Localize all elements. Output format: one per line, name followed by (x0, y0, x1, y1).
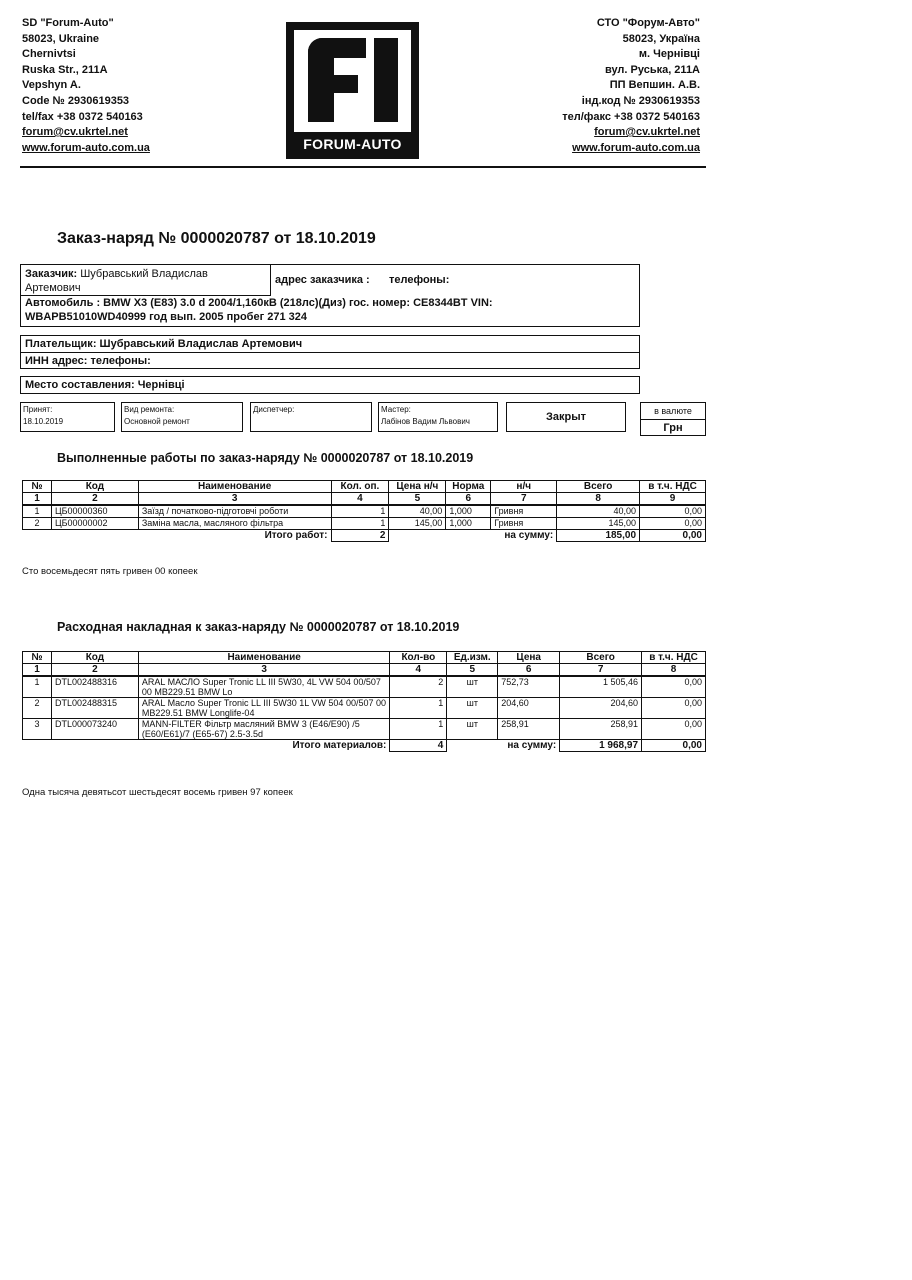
place-of-issue: Место составления: Чернівці (25, 379, 185, 391)
status-box (506, 402, 626, 432)
works-number-row: 1 2 3 4 5 6 7 8 9 (23, 493, 706, 506)
works-total-label: Итого работ: (264, 530, 328, 541)
phone-ua: тел/факс +38 0372 540163 (562, 110, 700, 123)
customer-name: Заказчик: Шубравський Владислав Артемович (25, 268, 208, 294)
website-link-en[interactable]: www.forum-auto.com.ua (22, 141, 150, 154)
table-row: 1 DTL002488316 ARAL МАСЛО Super Tronic LL III 5W30, 4L VW 504 00/507 00 MB229.51 BMW Lo 2 шт 752,73 1 505,46 0,00 (23, 676, 706, 698)
currency-value: Грн (663, 422, 683, 434)
website-link-ua[interactable]: www.forum-auto.com.ua (572, 141, 700, 154)
materials-table (22, 651, 706, 752)
header-divider (20, 166, 706, 168)
email-link-en[interactable]: forum@cv.ukrtel.net (22, 126, 128, 139)
car-vin: WBAPB51010WD40999 год вып. 2005 пробег 271 324 (25, 311, 307, 323)
payer-box (20, 335, 640, 369)
code-ua: інд.код № 2930619353 (581, 94, 700, 107)
master-box: Мастер: Лабінов Вадим Львович (378, 402, 498, 432)
accepted-box: Принят: 18.10.2019 (20, 402, 115, 432)
table-row: 1 ЦБ00000360 Заїзд / початково-підготовчі роботи 1 40,00 1,000 Гривня 40,00 0,00 (23, 505, 706, 518)
table-row: 2 ЦБ00000002 Заміна масла, масляного фільтра 1 145,00 1,000 Гривня 145,00 0,00 (23, 518, 706, 530)
currency-box: в валюте Грн (640, 402, 706, 436)
code-en: Code № 2930619353 (22, 94, 130, 107)
materials-total-label: Итого материалов: (292, 740, 387, 751)
materials-header-row: № Код Наименование Кол-во Ед.изм. Цена Всего в т.ч. НДС (23, 652, 706, 664)
payer-name: Плательщик: Шубравський Владислав Артемович (25, 338, 303, 350)
materials-title: Расходная накладная к заказ-наряду № 0000020787 от 18.10.2019 (57, 620, 460, 634)
materials-sum-in-words: Одна тысяча девятьсот шестьдесят восемь гривен 97 копеек (22, 787, 293, 798)
materials-number-row: 1 2 3 4 5 6 7 8 (23, 664, 706, 677)
owner-en: Vepshyn A. (22, 79, 81, 92)
company-logo (286, 22, 419, 159)
car-info: Автомобиль : BMW X3 (E83) 3.0 d 2004/1,160кВ (218лс)(Диз) гос. номер: CE8344BT VIN: (25, 297, 493, 309)
company-name-en: SD "Forum-Auto" (22, 17, 114, 29)
table-row: 2 DTL002488315 ARAL Масло Super Tronic LL III 5W30 1L VW 504 00/507 00 MB229.51 BMW Longlife-04 1 шт 204,60 204,60 0,00 (23, 698, 706, 719)
works-sum-in-words: Сто восемьдесят пять гривен 00 копеек (22, 566, 198, 577)
repair-type-box: Вид ремонта: Основной ремонт (121, 402, 243, 432)
master-name: Лабінов Вадим Львович (381, 417, 470, 426)
customer-phones-label: телефоны: (389, 274, 450, 286)
payer-details: ИНН адрес: телефоны: (25, 355, 151, 367)
materials-sum-label: на сумму: (498, 740, 560, 752)
materials-total-row (23, 740, 706, 752)
place-box (20, 376, 640, 394)
works-total-vat: 0,00 (640, 530, 706, 542)
street-en: Ruska Str., 211A (22, 63, 108, 76)
works-header-row: № Код Наименование Кол. оп. Цена н/ч Норма н/ч Всего в т.ч. НДС (23, 481, 706, 493)
status-badge: Закрыт (545, 411, 586, 423)
company-address-en (22, 16, 150, 156)
customer-box (20, 264, 640, 327)
works-total-qty: 2 (331, 530, 389, 542)
materials-total-qty: 4 (390, 740, 447, 752)
page-title: Заказ-наряд № 0000020787 от 18.10.2019 (57, 230, 376, 247)
owner-ua: ПП Вепшин. А.В. (609, 79, 700, 92)
phone-en: tel/fax +38 0372 540163 (22, 110, 143, 123)
materials-total-vat: 0,00 (642, 740, 706, 752)
city-ua: м. Чернівці (638, 48, 700, 61)
dispatcher-box: Диспетчер: (250, 402, 372, 432)
street-ua: вул. Руська, 211А (604, 63, 700, 76)
table-row: 3 DTL000073240 MANN-FILTER Фільтр масляний BMW 3 (E46/E90) /5 (E60/E61)/7 (E65-67) 2.5-3.5d 1 шт 258,91 258,91 0,00 (23, 719, 706, 740)
works-total-row (23, 530, 706, 542)
postcode-ua: 58023, Україна (622, 32, 700, 45)
materials-total-sum: 1 968,97 (560, 740, 642, 752)
email-link-ua[interactable]: forum@cv.ukrtel.net (594, 126, 700, 139)
accepted-date: 18.10.2019 (23, 417, 64, 426)
postcode-en: 58023, Ukraine (22, 32, 100, 45)
works-title: Выполненные работы по заказ-наряду № 0000020787 от 18.10.2019 (57, 451, 474, 465)
logo-text: FORUM-AUTO (303, 136, 402, 152)
customer-address-label: адрес заказчика : (275, 274, 370, 286)
company-name-ua: СТО "Форум-Авто" (596, 17, 700, 29)
works-total-sum: 185,00 (557, 530, 640, 542)
repair-type: Основной ремонт (124, 417, 190, 426)
city-en: Chernivtsi (22, 48, 76, 61)
works-sum-label: на сумму: (491, 530, 557, 542)
works-table (22, 480, 706, 542)
company-address-ua (520, 16, 700, 156)
